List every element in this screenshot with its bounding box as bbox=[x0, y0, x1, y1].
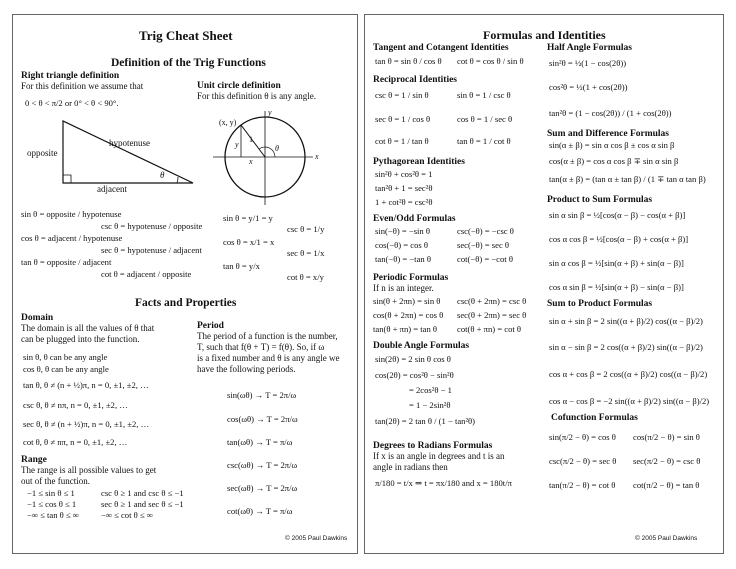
periodic-heading: Periodic Formulas bbox=[373, 273, 449, 283]
unit-sec: sec θ = 1/x bbox=[287, 248, 325, 258]
product-sum-heading: Product to Sum Formulas bbox=[547, 195, 653, 205]
sin-def: sin θ = opposite / hypotenuse bbox=[21, 209, 122, 219]
sumdiff-sin: sin(α ± β) = sin α cos β ± cos α sin β bbox=[549, 140, 675, 150]
double-tan: tan(2θ) = 2 tan θ / (1 − tan²θ) bbox=[375, 416, 476, 426]
unit-csc: csc θ = 1/y bbox=[287, 224, 325, 234]
hypotenuse-label: hypotenuse bbox=[109, 138, 150, 148]
right-triangle-intro: For this definition we assume that bbox=[21, 81, 144, 91]
range-sin: −1 ≤ sin θ ≤ 1 bbox=[27, 488, 75, 498]
sp-sinminus: sin α − sin β = 2 cos((α + β)/2) sin((α − β)/2) bbox=[549, 342, 703, 352]
eo-sec: sec(−θ) = sec θ bbox=[457, 240, 510, 250]
periodic-note: If n is an integer. bbox=[373, 283, 434, 293]
domain-cot: cot θ, θ ≠ nπ, n = 0, ±1, ±2, … bbox=[23, 437, 128, 447]
recip-tan: tan θ = 1 / cot θ bbox=[457, 136, 511, 146]
tan-cot-heading: Tangent and Cotangent Identities bbox=[373, 43, 509, 53]
cot-identity: cot θ = cos θ / sin θ bbox=[457, 56, 524, 66]
opposite-label: opposite bbox=[27, 148, 58, 158]
period-sec: sec(ωθ) → T = 2π/ω bbox=[227, 483, 298, 493]
unit-circle-heading: Unit circle definition bbox=[197, 81, 281, 91]
sp-sinplus: sin α + sin β = 2 sin((α + β)/2) cos((α − β)/2) bbox=[549, 316, 703, 326]
range-csc: csc θ ≥ 1 and csc θ ≤ −1 bbox=[101, 488, 184, 498]
period-text-1: The period of a function is the number, bbox=[197, 331, 338, 341]
domain-text-2: can be plugged into the function. bbox=[21, 334, 140, 344]
ps-sincos: sin α cos β = ½[sin(α + β) + sin(α − β)] bbox=[549, 258, 684, 268]
radius-label: 1 bbox=[249, 135, 253, 144]
period-text-2: T, such that f(θ + T) = f(θ). So, if ω bbox=[197, 342, 325, 352]
reciprocal-heading: Reciprocal Identities bbox=[373, 75, 457, 85]
adjacent-label: adjacent bbox=[97, 184, 127, 194]
circle-theta-label: θ bbox=[275, 144, 279, 153]
right-page bbox=[364, 14, 724, 554]
cof-sec: sec(π/2 − θ) = csc θ bbox=[633, 456, 701, 466]
copyright-right: © 2005 Paul Dawkins bbox=[635, 535, 698, 542]
cof-sin: sin(π/2 − θ) = cos θ bbox=[549, 432, 616, 442]
per-cos: cos(θ + 2πn) = cos θ bbox=[373, 310, 444, 320]
domain-sin: sin θ, θ can be any angle bbox=[23, 352, 108, 362]
cof-cot: cot(π/2 − θ) = tan θ bbox=[633, 480, 700, 490]
range-sec: sec θ ≥ 1 and sec θ ≤ −1 bbox=[101, 499, 184, 509]
range-text-1: The range is all possible values to get bbox=[21, 465, 157, 475]
unit-circle-diagram bbox=[13, 15, 359, 215]
unit-cot: cot θ = x/y bbox=[287, 272, 324, 282]
eo-cos: cos(−θ) = cos θ bbox=[375, 240, 429, 250]
range-cos: −1 ≤ cos θ ≤ 1 bbox=[27, 499, 77, 509]
half-tan: tan²θ = (1 − cos(2θ)) / (1 + cos(2θ)) bbox=[549, 108, 672, 118]
left-page bbox=[12, 14, 358, 554]
per-tan: tan(θ + πn) = tan θ bbox=[373, 324, 438, 334]
recip-sin: sin θ = 1 / csc θ bbox=[457, 90, 511, 100]
pythagorean-heading: Pythagorean Identities bbox=[373, 157, 465, 167]
eo-tan: tan(−θ) = −tan θ bbox=[375, 254, 431, 264]
x-axis-label: x bbox=[315, 152, 319, 161]
theta-label: θ bbox=[160, 170, 165, 180]
half-angle-heading: Half Angle Formulas bbox=[547, 43, 632, 53]
per-csc: csc(θ + 2πn) = csc θ bbox=[457, 296, 527, 306]
domain-heading: Domain bbox=[21, 313, 54, 323]
tan-def: tan θ = opposite / adjacent bbox=[21, 257, 112, 267]
facts-heading: Facts and Properties bbox=[135, 297, 237, 309]
cof-cos: cos(π/2 − θ) = sin θ bbox=[633, 432, 700, 442]
sp-cosplus: cos α + cos β = 2 cos((α + β)/2) cos((α − β)/2) bbox=[549, 369, 708, 379]
right-triangle-heading: Right triangle definition bbox=[21, 71, 120, 81]
deg-rad-heading: Degrees to Radians Formulas bbox=[373, 441, 493, 451]
even-odd-heading: Even/Odd Formulas bbox=[373, 214, 456, 224]
deg-rad-text-1: If x is an angle in degrees and t is an bbox=[373, 451, 505, 461]
period-text-3: is a fixed number and θ is any angle we bbox=[197, 353, 340, 363]
range-tan: −∞ ≤ tan θ ≤ ∞ bbox=[27, 510, 79, 520]
sum-product-heading: Sum to Product Formulas bbox=[547, 299, 653, 309]
per-sec: sec(θ + 2πn) = sec θ bbox=[457, 310, 527, 320]
period-csc: csc(ωθ) → T = 2π/ω bbox=[227, 460, 298, 470]
half-sin: sin²θ = ½(1 − cos(2θ)) bbox=[549, 58, 627, 68]
sumdiff-cos: cos(α ± β) = cos α cos β ∓ sin α sin β bbox=[549, 156, 679, 166]
eo-sin: sin(−θ) = −sin θ bbox=[375, 226, 430, 236]
half-cos: cos²θ = ½(1 + cos(2θ)) bbox=[549, 82, 628, 92]
sec-def: sec θ = hypotenuse / adjacent bbox=[101, 245, 202, 255]
pyth-2: tan²θ + 1 = sec²θ bbox=[375, 183, 433, 193]
csc-def: csc θ = hypotenuse / opposite bbox=[101, 221, 203, 231]
deg-rad-formula: π/180 = t/x ⇒ t = πx/180 and x = 180t/π bbox=[375, 478, 512, 488]
range-cot: −∞ ≤ cot θ ≤ ∞ bbox=[101, 510, 153, 520]
tan-identity: tan θ = sin θ / cos θ bbox=[375, 56, 442, 66]
unit-circle-intro: For this definition θ is any angle. bbox=[197, 91, 317, 101]
sp-cosminus: cos α − cos β = −2 sin((α + β)/2) sin((α − β)/2) bbox=[549, 396, 710, 406]
period-tan: tan(ωθ) → T = π/ω bbox=[227, 437, 293, 447]
recip-sec: sec θ = 1 / cos θ bbox=[375, 114, 431, 124]
recip-csc: csc θ = 1 / sin θ bbox=[375, 90, 429, 100]
range-heading: Range bbox=[21, 455, 47, 465]
period-heading: Period bbox=[197, 321, 224, 331]
eo-cot: cot(−θ) = −cot θ bbox=[457, 254, 513, 264]
per-sin: sin(θ + 2πn) = sin θ bbox=[373, 296, 441, 306]
recip-cos: cos θ = 1 / sec θ bbox=[457, 114, 513, 124]
sumdiff-tan: tan(α ± β) = (tan α ± tan β) / (1 ∓ tan α tan β) bbox=[549, 174, 706, 184]
double-angle-heading: Double Angle Formulas bbox=[373, 341, 470, 351]
definitions-heading: Definition of the Trig Functions bbox=[111, 57, 266, 69]
page-title: Trig Cheat Sheet bbox=[139, 28, 233, 43]
eo-csc: csc(−θ) = −csc θ bbox=[457, 226, 514, 236]
point-label: (x, y) bbox=[219, 118, 237, 127]
per-cot: cot(θ + πn) = cot θ bbox=[457, 324, 522, 334]
copyright-left: © 2005 Paul Dawkins bbox=[285, 535, 348, 542]
domain-cos: cos θ, θ can be any angle bbox=[23, 364, 109, 374]
domain-sec: sec θ, θ ≠ (n + ½)π, n = 0, ±1, ±2, … bbox=[23, 419, 150, 429]
period-text-4: have the following periods. bbox=[197, 364, 296, 374]
period-cos: cos(ωθ) → T = 2π/ω bbox=[227, 414, 298, 424]
ps-sinsin: sin α sin β = ½[cos(α − β) − cos(α + β)] bbox=[549, 210, 686, 220]
double-sin: sin(2θ) = 2 sin θ cos θ bbox=[375, 354, 451, 364]
cofunction-heading: Cofunction Formulas bbox=[551, 413, 638, 423]
cof-csc: csc(π/2 − θ) = sec θ bbox=[549, 456, 617, 466]
double-cos-2: = 2cos²θ − 1 bbox=[409, 385, 452, 395]
period-sin: sin(ωθ) → T = 2π/ω bbox=[227, 390, 297, 400]
domain-text-1: The domain is all the values of θ that bbox=[21, 323, 155, 333]
y-leg-label: y bbox=[235, 140, 239, 149]
angle-condition: 0 < θ < π/2 or 0° < θ < 90°. bbox=[25, 98, 119, 108]
range-text-2: out of the function. bbox=[21, 476, 90, 486]
unit-sin: sin θ = y/1 = y bbox=[223, 213, 273, 223]
recip-cot: cot θ = 1 / tan θ bbox=[375, 136, 429, 146]
ps-coscos: cos α cos β = ½[cos(α − β) + cos(α + β)] bbox=[549, 234, 689, 244]
double-cos-3: = 1 − 2sin²θ bbox=[409, 400, 451, 410]
pyth-1: sin²θ + cos²θ = 1 bbox=[375, 169, 433, 179]
unit-cos: cos θ = x/1 = x bbox=[223, 237, 275, 247]
domain-tan: tan θ, θ ≠ (n + ½)π, n = 0, ±1, ±2, … bbox=[23, 380, 149, 390]
unit-tan: tan θ = y/x bbox=[223, 261, 260, 271]
double-cos: cos(2θ) = cos²θ − sin²θ bbox=[375, 370, 454, 380]
cot-def: cot θ = adjacent / opposite bbox=[101, 269, 192, 279]
pyth-3: 1 + cot²θ = csc²θ bbox=[375, 197, 433, 207]
formulas-title: Formulas and Identities bbox=[483, 28, 606, 42]
ps-cossin: cos α sin β = ½[sin(α + β) − sin(α − β)] bbox=[549, 282, 684, 292]
x-leg-label: x bbox=[249, 157, 253, 166]
cos-def: cos θ = adjacent / hypotenuse bbox=[21, 233, 123, 243]
cof-tan: tan(π/2 − θ) = cot θ bbox=[549, 480, 616, 490]
domain-csc: csc θ, θ ≠ nπ, n = 0, ±1, ±2, … bbox=[23, 400, 128, 410]
deg-rad-text-2: angle in radians then bbox=[373, 462, 448, 472]
y-axis-label: y bbox=[268, 108, 272, 117]
period-cot: cot(ωθ) → T = π/ω bbox=[227, 506, 293, 516]
sum-diff-heading: Sum and Difference Formulas bbox=[547, 129, 669, 139]
